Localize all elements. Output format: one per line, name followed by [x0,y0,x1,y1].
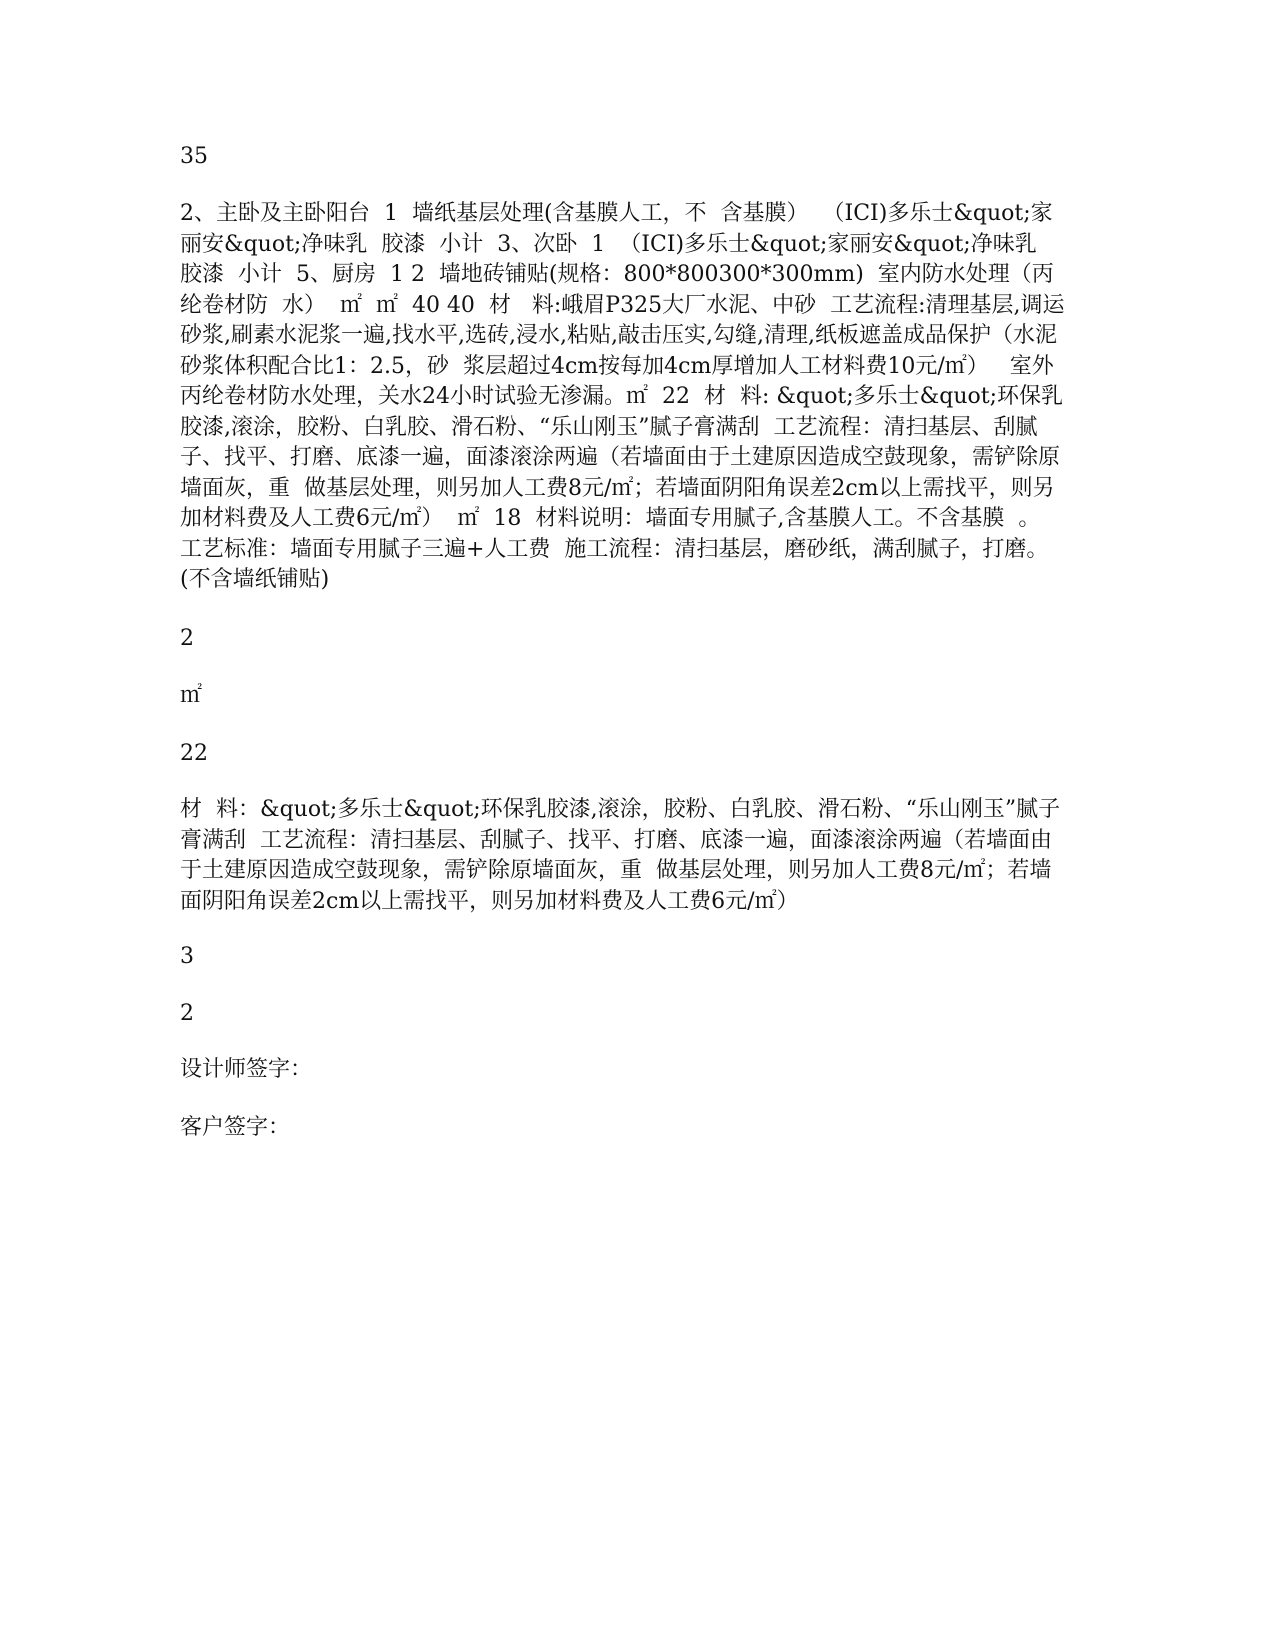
client-signature-label: 客户签字： [180,1115,291,1140]
unit-line: ㎡ [180,683,203,708]
value-line-2b: 2 [180,1001,194,1026]
designer-signature-label: 设计师签字： [180,1057,313,1082]
materials-paragraph: 材 料：&quot;多乐士&quot;环保乳胶漆,滚涂，胶粉、白乳胶、滑石粉、“乐山刚玉”腻子膏满刮 工艺流程：清扫基层、刮腻子、找平、打磨、底漆一遍，面漆滚涂两遍（若墙面由于土建原因造成空鼓现象，需铲除原墙面灰，重 做基层处理，则另加人工费8元/㎡；若墙面阴阳角误差2cm以上需找平，则另加材料费及人工费6元/㎡） [180,797,1061,914]
page-number: 35 [180,144,208,169]
value-line-3: 3 [180,944,194,969]
value-line-2: 2 [180,626,194,651]
main-paragraph: 2、主卧及主卧阳台 1 墙纸基层处理(含基膜人工，不 含基膜） （ICI)多乐士&quot;家丽安&quot;净味乳 胶漆 小计 3、次卧 1 （ICI)多乐士&quot;家丽安&quot;净味乳 胶漆 小计 5、厨房 1 2 墙地砖铺贴(规格：800*800300*300mm) 室内防水处理（丙纶卷材防 水） ㎡ ㎡ 40 40 材 料:峨眉P325大厂水泥、中砂 工艺流程:清理基层,调运砂浆,刷素水泥浆一遍,找水平,选砖,浸水,粘贴,敲击压实,勾缝,清理,纸板遮盖成品保护（水泥砂浆体积配合比1：2.5，砂 浆层超过4cm按每加4cm厚增加人工材料费10元/㎡） 室外丙纶卷材防水处理，关水24小时试验无渗漏。㎡ 22 材 料: &quot;多乐士&quot;环保乳胶漆,滚涂，胶粉、白乳胶、滑石粉、“乐山刚玉”腻子膏满刮 工艺流程：清扫基层、刮腻子、找平、打磨、底漆一遍，面漆滚涂两遍（若墙面由于土建原因造成空鼓现象，需铲除原墙面灰，重 做基层处理，则另加人工费8元/㎡；若墙面阴阳角误差2cm以上需找平，则另加材料费及人工费6元/㎡） ㎡ 18 材料说明：墙面专用腻子,含基膜人工。不含基膜 。 工艺标准：墙面专用腻子三遍+人工费 施工流程：清扫基层，磨砂纸，满刮腻子，打磨。(不含墙纸铺贴) [180,201,1065,592]
value-line-22: 22 [180,741,208,766]
